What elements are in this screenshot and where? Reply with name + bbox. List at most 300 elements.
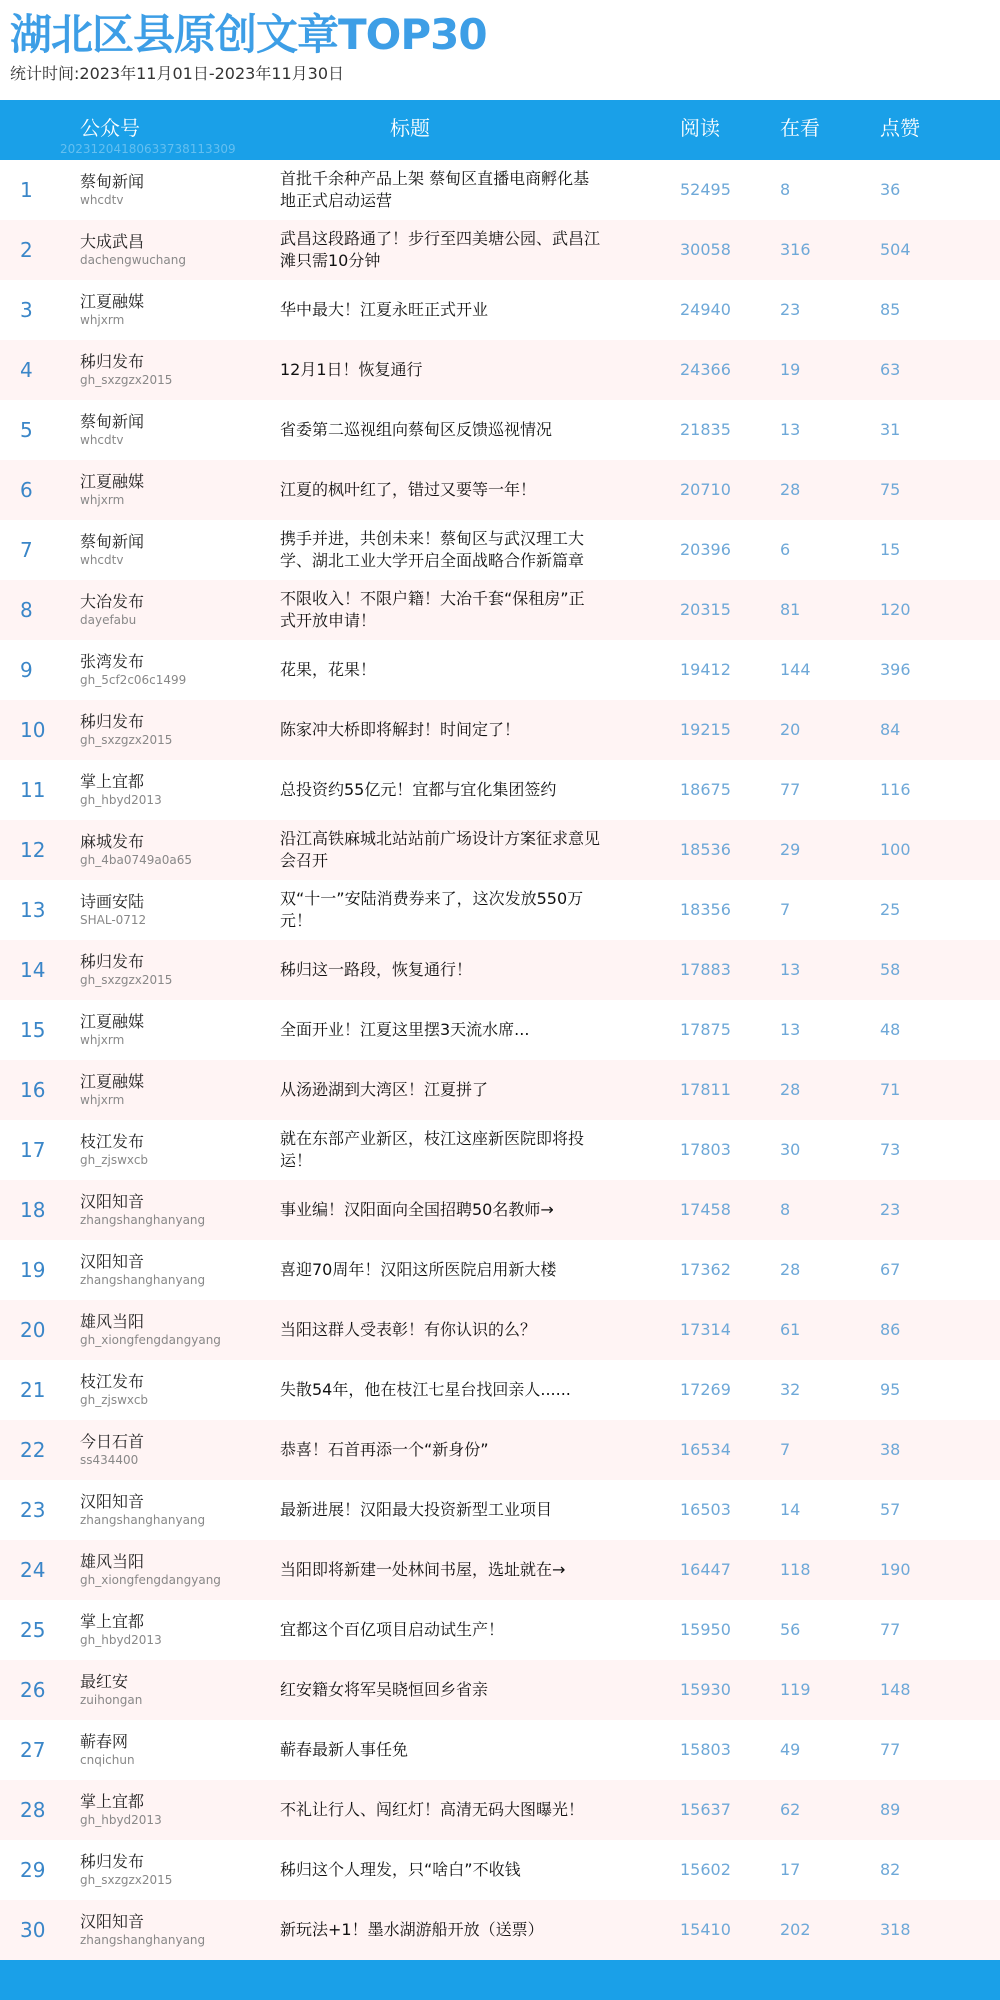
read-count: 17269: [680, 1380, 731, 1399]
like-count: 23: [880, 1200, 901, 1219]
rank-number: 17: [20, 1138, 46, 1162]
page-header: [0, 0, 1000, 100]
table-row: [0, 820, 1000, 880]
read-count: 20315: [680, 600, 731, 619]
like-count: 86: [880, 1320, 901, 1339]
watching-count: 23: [780, 300, 801, 319]
read-count: 15410: [680, 1920, 731, 1939]
table-row: [0, 460, 1000, 520]
like-count: 77: [880, 1620, 901, 1639]
watching-count: 7: [780, 1440, 791, 1459]
like-count: 89: [880, 1800, 901, 1819]
account-id: gh_sxzgzx2015: [80, 373, 173, 387]
account-id: gh_4ba0749a0a65: [80, 853, 192, 867]
rank-number: 3: [20, 298, 33, 322]
read-count: 17883: [680, 960, 731, 979]
table-row: [0, 1240, 1000, 1300]
account-cell: [80, 472, 144, 508]
account-id: dayefabu: [80, 613, 137, 627]
account-cell: [80, 712, 172, 748]
like-count: 116: [880, 780, 911, 799]
article-title-text: 省委第二巡视组向蔡甸区反馈巡视情况: [280, 420, 553, 439]
column-watching: 在看: [780, 116, 820, 140]
watching-count: 13: [780, 1020, 801, 1039]
account-name: 大冶发布: [80, 592, 145, 611]
account-cell: [80, 172, 144, 208]
article-title: [280, 1540, 600, 1600]
account-cell: [80, 592, 144, 628]
rank-number: 6: [20, 478, 33, 502]
article-title-text: 最新进展！汉阳最大投资新型工业项目: [280, 1500, 553, 1519]
rank-number: 19: [20, 1258, 46, 1282]
account-name: 雄风当阳: [80, 1312, 145, 1331]
account-id: gh_xiongfengdangyang: [80, 1333, 221, 1347]
like-count: 396: [880, 660, 911, 679]
account-id: whcdtv: [80, 553, 124, 567]
article-title-text: 恭喜！石首再添一个“新身份”: [280, 1440, 489, 1459]
watching-count: 49: [780, 1740, 801, 1759]
article-title: [280, 940, 600, 1000]
watching-count: 81: [780, 600, 801, 619]
account-cell: [80, 1132, 148, 1168]
account-name: 掌上宜都: [80, 1792, 145, 1811]
article-title-text: 事业编！汉阳面向全国招聘50名教师→: [280, 1200, 554, 1219]
read-count: 15803: [680, 1740, 731, 1759]
watching-count: 28: [780, 1260, 801, 1279]
account-name: 大成武昌: [80, 232, 145, 251]
read-count: 16534: [680, 1440, 731, 1459]
account-name: 麻城发布: [80, 832, 145, 851]
account-id: cnqichun: [80, 1753, 135, 1767]
rank-number: 13: [20, 898, 46, 922]
watching-count: 56: [780, 1620, 801, 1639]
read-count: 18536: [680, 840, 731, 859]
account-id: gh_zjswxcb: [80, 1153, 149, 1167]
account-cell: [80, 1432, 144, 1468]
like-count: 25: [880, 900, 901, 919]
account-cell: [80, 652, 186, 688]
table-row: [0, 1360, 1000, 1420]
column-reads: 阅读: [680, 116, 720, 140]
article-title-text: 蕲春最新人事任免: [280, 1740, 409, 1759]
article-title: [280, 1420, 600, 1480]
article-title: [280, 580, 600, 640]
like-count: 36: [880, 180, 901, 199]
account-id: gh_hbyd2013: [80, 1813, 162, 1827]
rank-number: 25: [20, 1618, 46, 1642]
like-count: 84: [880, 720, 901, 739]
rank-number: 26: [20, 1678, 46, 1702]
article-title-text: 当阳这群人受表彰！有你认识的么？: [280, 1320, 537, 1339]
account-name: 掌上宜都: [80, 772, 145, 791]
rank-number: 14: [20, 958, 46, 982]
like-count: 67: [880, 1260, 901, 1279]
article-title: [280, 1720, 600, 1780]
rank-number: 28: [20, 1798, 46, 1822]
account-id: whcdtv: [80, 193, 124, 207]
article-title-text: 武昌这段路通了！步行至四美塘公园、武昌江滩只需10分钟: [280, 229, 601, 270]
like-count: 100: [880, 840, 911, 859]
watching-count: 14: [780, 1500, 801, 1519]
article-title: [280, 760, 600, 820]
article-title: [280, 1060, 600, 1120]
article-title-text: 携手并进，共创未来！蔡甸区与武汉理工大学、湖北工业大学开启全面战略合作新篇章: [280, 529, 585, 570]
table-row: [0, 1060, 1000, 1120]
account-id: gh_sxzgzx2015: [80, 1873, 173, 1887]
account-name: 蔡甸新闻: [80, 532, 145, 551]
table-row: [0, 280, 1000, 340]
article-title-text: 从汤逊湖到大湾区！江夏拼了: [280, 1080, 489, 1099]
table-row: [0, 1600, 1000, 1660]
table-row: [0, 880, 1000, 940]
read-count: 15950: [680, 1620, 731, 1639]
read-count: 16447: [680, 1560, 731, 1579]
account-name: 掌上宜都: [80, 1612, 145, 1631]
table-row: [0, 1540, 1000, 1600]
account-cell: [80, 1612, 162, 1648]
article-title: [280, 700, 600, 760]
table-row: [0, 1480, 1000, 1540]
article-title: [280, 160, 600, 220]
like-count: 57: [880, 1500, 901, 1519]
account-id: gh_hbyd2013: [80, 1633, 162, 1647]
account-name: 最红安: [80, 1672, 129, 1691]
table-row: [0, 1720, 1000, 1780]
account-cell: [80, 1492, 205, 1528]
article-title: [280, 340, 600, 400]
rank-number: 20: [20, 1318, 46, 1342]
article-title-text: 当阳即将新建一处林间书屋，选址就在→: [280, 1560, 566, 1579]
account-id: ss434400: [80, 1453, 139, 1467]
table-row: [0, 1900, 1000, 1960]
read-count: 17875: [680, 1020, 731, 1039]
watching-count: 28: [780, 480, 801, 499]
rank-number: 10: [20, 718, 46, 742]
article-title: [280, 1600, 600, 1660]
column-title: 标题: [390, 116, 430, 140]
article-title: [280, 1360, 600, 1420]
table-row: [0, 1180, 1000, 1240]
account-name: 汉阳知音: [80, 1252, 145, 1271]
account-cell: [80, 292, 144, 328]
read-count: 18675: [680, 780, 731, 799]
like-count: 63: [880, 360, 901, 379]
read-count: 24366: [680, 360, 731, 379]
header-id: 20231204180633738113309: [60, 142, 236, 156]
table-row: [0, 1420, 1000, 1480]
account-cell: [80, 1372, 148, 1408]
article-title: [280, 220, 600, 280]
read-count: 21835: [680, 420, 731, 439]
watching-count: 202: [780, 1920, 811, 1939]
ranking-table: [0, 160, 1000, 1960]
account-cell: [80, 772, 162, 808]
column-account: 公众号: [80, 116, 140, 140]
rank-number: 18: [20, 1198, 46, 1222]
read-count: 16503: [680, 1500, 731, 1519]
watching-count: 8: [780, 1200, 791, 1219]
article-title: [280, 1300, 600, 1360]
account-name: 今日石首: [80, 1432, 145, 1451]
table-row: [0, 700, 1000, 760]
rank-number: 11: [20, 778, 46, 802]
table-row: [0, 160, 1000, 220]
read-count: 19412: [680, 660, 731, 679]
rank-number: 5: [20, 418, 33, 442]
watching-count: 118: [780, 1560, 811, 1579]
read-count: 20710: [680, 480, 731, 499]
article-title-text: 宜都这个百亿项目启动试生产！: [280, 1620, 505, 1639]
read-count: 15602: [680, 1860, 731, 1879]
article-title-text: 红安籍女将军吴晓恒回乡省亲: [280, 1680, 489, 1699]
like-count: 31: [880, 420, 901, 439]
account-cell: [80, 1252, 205, 1288]
read-count: 20396: [680, 540, 731, 559]
rank-number: 16: [20, 1078, 46, 1102]
article-title: [280, 1660, 600, 1720]
account-name: 汉阳知音: [80, 1492, 145, 1511]
article-title-text: 不礼让行人、闯红灯！高清无码大图曝光！: [280, 1800, 585, 1819]
table-row: [0, 400, 1000, 460]
article-title-text: 总投资约55亿元！宜都与宜化集团签约: [280, 780, 557, 799]
account-id: gh_sxzgzx2015: [80, 973, 173, 987]
account-cell: [80, 1912, 205, 1948]
table-row: [0, 520, 1000, 580]
read-count: 24940: [680, 300, 731, 319]
account-cell: [80, 832, 192, 868]
article-title: [280, 400, 600, 460]
watching-count: 17: [780, 1860, 801, 1879]
account-cell: [80, 1192, 205, 1228]
article-title: [280, 1480, 600, 1540]
read-count: 17362: [680, 1260, 731, 1279]
account-cell: [80, 1072, 144, 1108]
rank-number: 21: [20, 1378, 46, 1402]
account-cell: [80, 352, 172, 388]
watching-count: 30: [780, 1140, 801, 1159]
account-cell: [80, 1012, 144, 1048]
article-title-text: 花果，花果！: [280, 660, 377, 679]
table-row: [0, 580, 1000, 640]
article-title-text: 12月1日！恢复通行: [280, 360, 423, 379]
account-id: whjxrm: [80, 1033, 125, 1047]
account-id: whjxrm: [80, 493, 125, 507]
rank-number: 2: [20, 238, 33, 262]
account-id: whcdtv: [80, 433, 124, 447]
like-count: 75: [880, 480, 901, 499]
read-count: 17314: [680, 1320, 731, 1339]
rank-number: 22: [20, 1438, 46, 1462]
article-title: [280, 1180, 600, 1240]
table-row: [0, 220, 1000, 280]
watching-count: 20: [780, 720, 801, 739]
read-count: 17458: [680, 1200, 731, 1219]
like-count: 148: [880, 1680, 911, 1699]
watching-count: 13: [780, 960, 801, 979]
article-title-text: 秭归这个人理发，只“啥白”不收钱: [280, 1860, 521, 1879]
like-count: 120: [880, 600, 911, 619]
account-cell: [80, 952, 172, 988]
account-name: 汉阳知音: [80, 1192, 145, 1211]
like-count: 95: [880, 1380, 901, 1399]
watching-count: 6: [780, 540, 791, 559]
account-id: dachengwuchang: [80, 253, 186, 267]
article-title-text: 全面开业！江夏这里摆3天流水席...: [280, 1020, 530, 1039]
read-count: 15930: [680, 1680, 731, 1699]
rank-number: 1: [20, 178, 33, 202]
account-id: gh_5cf2c06c1499: [80, 673, 187, 687]
watching-count: 7: [780, 900, 791, 919]
table-row: [0, 1780, 1000, 1840]
watching-count: 119: [780, 1680, 811, 1699]
account-name: 蔡甸新闻: [80, 172, 145, 191]
account-name: 秭归发布: [80, 712, 145, 731]
read-count: 52495: [680, 180, 731, 199]
rank-number: 30: [20, 1918, 46, 1942]
account-id: whjxrm: [80, 313, 125, 327]
article-title-text: 失散54年，他在枝江七星台找回亲人......: [280, 1380, 571, 1399]
account-cell: [80, 532, 144, 568]
account-cell: [80, 1852, 172, 1888]
article-title: [280, 1780, 600, 1840]
watching-count: 316: [780, 240, 811, 259]
read-count: 18356: [680, 900, 731, 919]
watching-count: 77: [780, 780, 801, 799]
article-title-text: 秭归这一路段，恢复通行！: [280, 960, 473, 979]
article-title: [280, 1120, 600, 1180]
rank-number: 7: [20, 538, 33, 562]
article-title-text: 喜迎70周年！汉阳这所医院启用新大楼: [280, 1260, 557, 1279]
account-id: gh_zjswxcb: [80, 1393, 149, 1407]
rank-number: 29: [20, 1858, 46, 1882]
rank-number: 4: [20, 358, 33, 382]
account-name: 秭归发布: [80, 952, 145, 971]
account-id: gh_xiongfengdangyang: [80, 1573, 221, 1587]
account-name: 蔡甸新闻: [80, 412, 145, 431]
table-row: [0, 1660, 1000, 1720]
article-title-text: 华中最大！江夏永旺正式开业: [280, 300, 489, 319]
table-header: [0, 100, 1000, 160]
footer-bar: [0, 1960, 1000, 2000]
account-name: 枝江发布: [80, 1132, 145, 1151]
account-cell: [80, 412, 144, 448]
read-count: 17803: [680, 1140, 731, 1159]
account-name: 汉阳知音: [80, 1912, 145, 1931]
account-cell: [80, 1792, 162, 1828]
like-count: 318: [880, 1920, 911, 1939]
read-count: 30058: [680, 240, 731, 259]
watching-count: 19: [780, 360, 801, 379]
like-count: 77: [880, 1740, 901, 1759]
account-id: gh_sxzgzx2015: [80, 733, 173, 747]
account-name: 秭归发布: [80, 1852, 145, 1871]
account-cell: [80, 1312, 221, 1348]
table-row: [0, 1120, 1000, 1180]
account-name: 张湾发布: [80, 652, 145, 671]
account-cell: [80, 232, 186, 268]
like-count: 82: [880, 1860, 901, 1879]
account-name: 枝江发布: [80, 1372, 145, 1391]
rank-number: 27: [20, 1738, 46, 1762]
account-id: gh_hbyd2013: [80, 793, 162, 807]
article-title: [280, 1840, 600, 1900]
account-cell: [80, 892, 146, 928]
account-id: zhangshanghanyang: [80, 1273, 206, 1287]
rank-number: 23: [20, 1498, 46, 1522]
account-id: zhangshanghanyang: [80, 1933, 206, 1947]
like-count: 58: [880, 960, 901, 979]
account-name: 江夏融媒: [80, 292, 145, 311]
table-row: [0, 760, 1000, 820]
like-count: 71: [880, 1080, 901, 1099]
account-name: 江夏融媒: [80, 472, 145, 491]
account-name: 江夏融媒: [80, 1072, 145, 1091]
stat-period: 统计时间:2023年11月01日-2023年11月30日: [10, 64, 345, 83]
like-count: 48: [880, 1020, 901, 1039]
rank-number: 9: [20, 658, 33, 682]
article-title-text: 首批千余种产品上架 蔡甸区直播电商孵化基地正式启动运营: [280, 169, 590, 210]
article-title-text: 陈家冲大桥即将解封！时间定了！: [280, 720, 521, 739]
article-title-text: 就在东部产业新区，枝江这座新医院即将投运！: [280, 1129, 585, 1170]
account-name: 雄风当阳: [80, 1552, 145, 1571]
article-title: [280, 880, 600, 940]
like-count: 190: [880, 1560, 911, 1579]
watching-count: 29: [780, 840, 801, 859]
account-cell: [80, 1732, 135, 1768]
watching-count: 144: [780, 660, 811, 679]
article-title-text: 双“十一”安陆消费券来了，这次发放550万元！: [280, 889, 584, 930]
account-cell: [80, 1552, 221, 1588]
account-name: 秭归发布: [80, 352, 145, 371]
like-count: 504: [880, 240, 911, 259]
rank-number: 8: [20, 598, 33, 622]
account-id: zhangshanghanyang: [80, 1513, 206, 1527]
article-title: [280, 640, 600, 700]
article-title-text: 不限收入！不限户籍！大冶千套“保租房”正式开放申请！: [280, 589, 585, 630]
account-id: whjxrm: [80, 1093, 125, 1107]
table-row: [0, 940, 1000, 1000]
article-title-text: 江夏的枫叶红了，错过又要等一年！: [280, 480, 537, 499]
watching-count: 28: [780, 1080, 801, 1099]
like-count: 73: [880, 1140, 901, 1159]
article-title: [280, 520, 600, 580]
account-id: SHAL-0712: [80, 913, 147, 927]
like-count: 38: [880, 1440, 901, 1459]
watching-count: 8: [780, 180, 791, 199]
like-count: 15: [880, 540, 901, 559]
table-row: [0, 1300, 1000, 1360]
rank-number: 15: [20, 1018, 46, 1042]
article-title: [280, 1240, 600, 1300]
table-row: [0, 640, 1000, 700]
read-count: 19215: [680, 720, 731, 739]
rank-number: 24: [20, 1558, 46, 1582]
table-row: [0, 340, 1000, 400]
account-cell: [80, 1672, 142, 1708]
table-row: [0, 1000, 1000, 1060]
article-title-text: 新玩法+1！墨水湖游船开放（送票）: [280, 1920, 544, 1939]
article-title: [280, 280, 600, 340]
account-name: 江夏融媒: [80, 1012, 145, 1031]
article-title: [280, 460, 600, 520]
account-id: zuihongan: [80, 1693, 143, 1707]
watching-count: 61: [780, 1320, 801, 1339]
watching-count: 62: [780, 1800, 801, 1819]
article-title: [280, 820, 600, 880]
watching-count: 32: [780, 1380, 801, 1399]
table-row: [0, 1840, 1000, 1900]
like-count: 85: [880, 300, 901, 319]
